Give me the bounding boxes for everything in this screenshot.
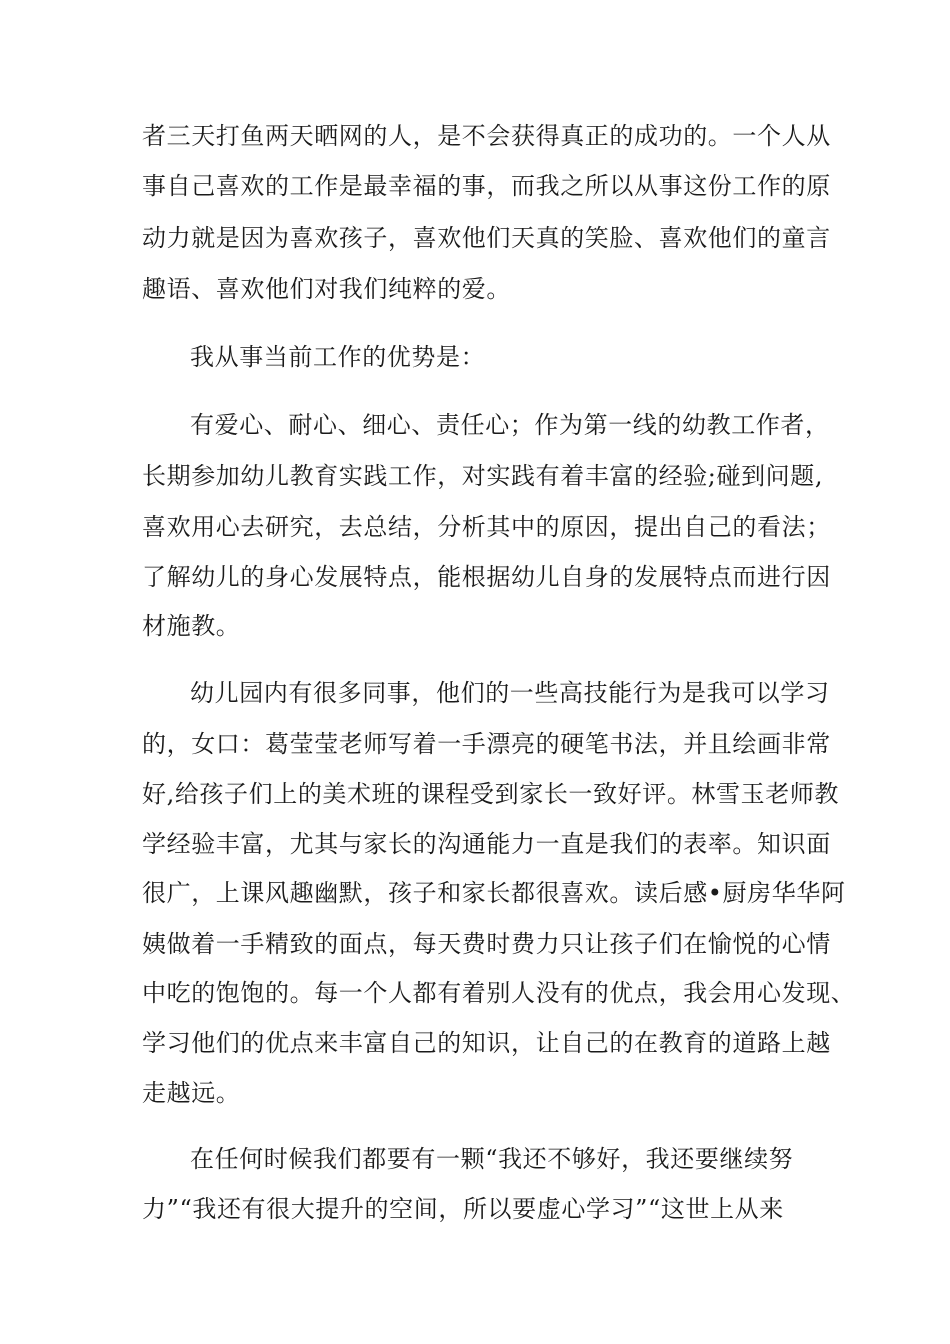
paragraph-3-line-3: 喜欢用心去研究，去总结，分析其中的原因，提出自己的看法； — [142, 513, 831, 541]
paragraph-5-line-1: 在任何时候我们都要有一颗“我还不够好，我还要继续努 — [190, 1145, 794, 1173]
paragraph-1-line-4: 趣语、喜欢他们对我们纯粹的爱。 — [142, 275, 511, 303]
paragraph-3-line-4: 了解幼儿的身心发展特点，能根据幼儿自身的发展特点而进行因 — [142, 563, 831, 591]
paragraph-1-line-1: 者三天打鱼两天晒网的人，是不会获得真正的成功的。一个人从 — [142, 122, 831, 150]
paragraph-4-line-5: 很广，上课风趣幽默，孩子和家长都很喜欢。读后感•厨房华华阿 — [142, 879, 846, 907]
paragraph-4-line-2: 的，女口：葛莹莹老师写着一手漂亮的硬笔书法，并且绘画非常 — [142, 730, 831, 758]
paragraph-3-line-5: 材施教。 — [142, 612, 241, 640]
paragraph-1-line-2: 事自己喜欢的工作是最幸福的事，而我之所以从事这份工作的原 — [142, 172, 831, 200]
paragraph-5-line-2: 力”“我还有很大提升的空间，所以要虚心学习”“这世上从来 — [142, 1195, 784, 1223]
paragraph-1-line-3: 动力就是因为喜欢孩子，喜欢他们天真的笑脸、喜欢他们的童言 — [142, 224, 831, 252]
paragraph-4-line-9: 走越远。 — [142, 1079, 241, 1107]
paragraph-4-line-6: 姨做着一手精致的面点，每天费时费力只让孩子们在愉悦的心情 — [142, 930, 831, 958]
paragraph-4-line-8: 学习他们的优点来丰富自己的知识，让自己的在教育的道路上越 — [142, 1029, 831, 1057]
paragraph-4-line-1: 幼儿园内有很多同事，他们的一些高技能行为是我可以学习 — [190, 679, 830, 707]
paragraph-4-line-4: 学经验丰富，尤其与家长的沟通能力一直是我们的表率。知识面 — [142, 830, 831, 858]
paragraph-4-line-3: 好,给孩子们上的美术班的课程受到家长一致好评。林雪玉老师教 — [142, 780, 840, 808]
paragraph-3-line-2: 长期参加幼儿教育实践工作，对实践有着丰富的经验;碰到问题, — [142, 462, 824, 490]
paragraph-3-line-1: 有爱心、耐心、细心、责任心；作为第一线的幼教工作者， — [190, 411, 830, 439]
paragraph-2-line-1: 我从事当前工作的优势是： — [190, 343, 486, 371]
paragraph-4-line-7: 中吃的饱饱的。每一个人都有着别人没有的优点，我会用心发现、 — [142, 979, 856, 1007]
